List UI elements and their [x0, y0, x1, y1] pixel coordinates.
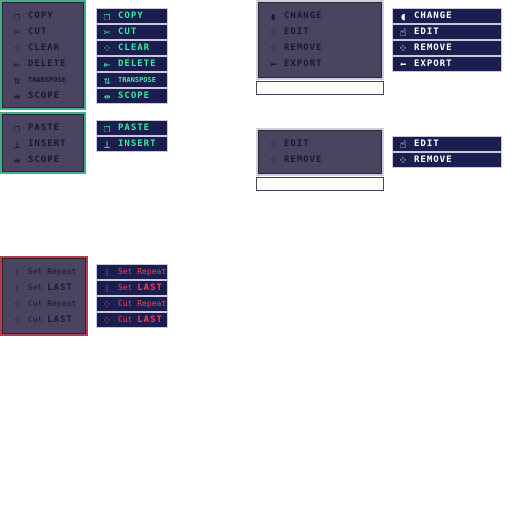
strip-button-change[interactable]	[392, 8, 502, 24]
speaker-icon: ◖	[269, 9, 277, 23]
label-main: Repeat	[47, 267, 77, 276]
menu-item-insert[interactable]	[10, 136, 82, 152]
menu-item-edit[interactable]	[266, 24, 376, 40]
menu-item-cut-repeat[interactable]	[10, 296, 84, 312]
menu-item-label: PASTE	[28, 122, 61, 133]
sparkle-icon: ⁘	[268, 153, 278, 167]
strip-button-cut[interactable]	[96, 24, 168, 40]
menu-item-delete[interactable]	[10, 56, 82, 72]
strip-button-set-repeat[interactable]	[96, 264, 168, 280]
hand-pointer-icon: ☝	[399, 137, 407, 151]
scope-icon: ⇹	[13, 153, 21, 167]
menu-item-label	[118, 316, 163, 325]
label-main: LAST	[137, 282, 163, 293]
menu-item-scope[interactable]	[10, 88, 82, 104]
strip-button-remove[interactable]	[392, 40, 502, 56]
menu-item-label: DELETE	[118, 58, 157, 69]
menu-item-label	[28, 284, 73, 293]
scissors-icon: ✂	[103, 25, 111, 39]
sparkle-icon: ⁘	[12, 297, 22, 311]
left-arrow-icon: ⬅	[399, 57, 407, 71]
strip-button-copy[interactable]	[96, 8, 168, 24]
label-main: LAST	[137, 314, 163, 325]
menu-item-label: EXPORT	[284, 58, 323, 69]
label-main: LAST	[47, 314, 73, 325]
menu-item-label: EDIT	[414, 26, 440, 37]
menu-item-label: COPY	[118, 10, 144, 21]
strip-button-scope[interactable]	[96, 88, 168, 104]
menu-item-set-last[interactable]	[10, 280, 84, 296]
strip-button-paste[interactable]	[96, 120, 168, 136]
menu-item-label: COPY	[28, 10, 54, 21]
left-arrow-icon: ⬅	[269, 57, 277, 71]
menu-item-label	[28, 300, 76, 308]
menu-item-label: REMOVE	[414, 42, 453, 53]
menu-item-label: SCOPE	[28, 154, 61, 165]
menu-item-label: REMOVE	[284, 42, 323, 53]
menu-item-label: DELETE	[28, 58, 67, 69]
label-main: Repeat	[47, 299, 77, 308]
sparkle-icon: ⁘	[268, 41, 278, 55]
menu-item-label: PASTE	[118, 122, 151, 133]
menu-item-label: EXPORT	[414, 58, 453, 69]
menu-item-edit[interactable]	[266, 136, 376, 152]
strip-button-cut-last[interactable]	[96, 312, 168, 328]
sparkle-icon: ⁘	[102, 41, 112, 55]
menu-item-export[interactable]	[266, 56, 376, 72]
menu-item-label: SCOPE	[28, 90, 61, 101]
insert-icon: ⊥	[103, 137, 111, 151]
repeat-bar-icon: ⁞	[15, 265, 19, 279]
last-bar-icon: ⁞	[15, 281, 19, 295]
menu-item-label: SCOPE	[118, 90, 151, 101]
label-main: Repeat	[137, 267, 167, 276]
menu-item-paste[interactable]	[10, 120, 82, 136]
sparkle-icon: ⁘	[398, 153, 408, 167]
label-prefix: Cut	[28, 299, 48, 308]
menu-item-remove[interactable]	[266, 152, 376, 168]
strip-button-edit[interactable]	[392, 136, 502, 152]
edit-menu-footer	[256, 177, 384, 191]
label-prefix: Set	[28, 267, 48, 276]
transpose-icon: ⇅	[103, 73, 111, 87]
paste-icon: ❐	[13, 121, 21, 135]
change-menu-footer	[256, 81, 384, 95]
strip-button-cut-repeat[interactable]	[96, 296, 168, 312]
menu-item-label: TRANSPOSE	[28, 75, 66, 84]
menu-item-label	[118, 300, 166, 308]
scope-icon: ⇹	[103, 89, 111, 103]
menu-item-label: INSERT	[118, 138, 157, 149]
menu-item-clear[interactable]	[10, 40, 82, 56]
menu-item-label: REMOVE	[414, 154, 453, 165]
menu-item-label: CUT	[118, 26, 138, 37]
sparkle-icon: ⁘	[102, 313, 112, 327]
transpose-icon: ⇅	[13, 73, 21, 87]
insert-icon: ⊥	[13, 137, 21, 151]
label-main: LAST	[47, 282, 73, 293]
menu-item-label: EDIT	[284, 26, 310, 37]
menu-item-label: CHANGE	[284, 10, 323, 21]
label-prefix: Cut	[118, 299, 138, 308]
menu-item-label	[118, 268, 166, 276]
scope-icon: ⇹	[13, 89, 21, 103]
strip-button-edit[interactable]	[392, 24, 502, 40]
sparkle-icon: ⁘	[102, 297, 112, 311]
menu-item-label	[28, 316, 73, 325]
strip-button-set-last[interactable]	[96, 280, 168, 296]
delete-arrow-icon: ⇤	[103, 57, 111, 71]
label-main: Repeat	[137, 299, 167, 308]
label-prefix: Cut	[28, 314, 48, 324]
speaker-icon: ◖	[399, 9, 407, 23]
menu-item-cut[interactable]	[10, 24, 82, 40]
label-prefix: Set	[28, 282, 48, 292]
menu-item-copy[interactable]	[10, 8, 82, 24]
menu-item-label: TRANSPOSE	[118, 75, 156, 84]
menu-item-scope[interactable]	[10, 152, 82, 168]
menu-item-label	[118, 284, 163, 293]
menu-item-remove[interactable]	[266, 40, 376, 56]
sparkle-icon: ⁘	[398, 41, 408, 55]
scissors-icon: ✂	[13, 25, 21, 39]
menu-item-label: EDIT	[414, 138, 440, 149]
menu-item-set-repeat[interactable]	[10, 264, 84, 280]
menu-item-label: REMOVE	[284, 154, 323, 165]
menu-item-label: EDIT	[284, 138, 310, 149]
menu-item-transpose[interactable]	[10, 72, 82, 88]
label-prefix: Cut	[118, 314, 138, 324]
strip-button-insert[interactable]	[96, 136, 168, 152]
menu-item-label: INSERT	[28, 138, 67, 149]
menu-item-label: CLEAR	[28, 42, 61, 53]
strip-button-export[interactable]	[392, 56, 502, 72]
label-prefix: Set	[118, 282, 138, 292]
last-bar-icon: ⁞	[105, 281, 109, 295]
menu-item-label: CLEAR	[118, 42, 151, 53]
sparkle-icon: ⁘	[12, 41, 22, 55]
label-prefix: Set	[118, 267, 138, 276]
copy-icon: ❐	[103, 9, 111, 23]
hand-pointer-icon: ☝	[399, 25, 407, 39]
strip-button-remove[interactable]	[392, 152, 502, 168]
paste-icon: ❐	[103, 121, 111, 135]
hand-pointer-icon: ☝	[269, 137, 277, 151]
menu-item-change[interactable]	[266, 8, 376, 24]
strip-button-delete[interactable]	[96, 56, 168, 72]
sparkle-icon: ⁘	[12, 313, 22, 327]
menu-item-label: CHANGE	[414, 10, 453, 21]
menu-item-label: CUT	[28, 26, 48, 37]
repeat-bar-icon: ⁞	[105, 265, 109, 279]
delete-arrow-icon: ⇤	[13, 57, 21, 71]
copy-icon: ❐	[13, 9, 21, 23]
menu-item-cut-last[interactable]	[10, 312, 84, 328]
hand-pointer-icon: ☝	[269, 25, 277, 39]
strip-button-transpose[interactable]	[96, 72, 168, 88]
strip-button-clear[interactable]	[96, 40, 168, 56]
menu-item-label	[28, 268, 76, 276]
